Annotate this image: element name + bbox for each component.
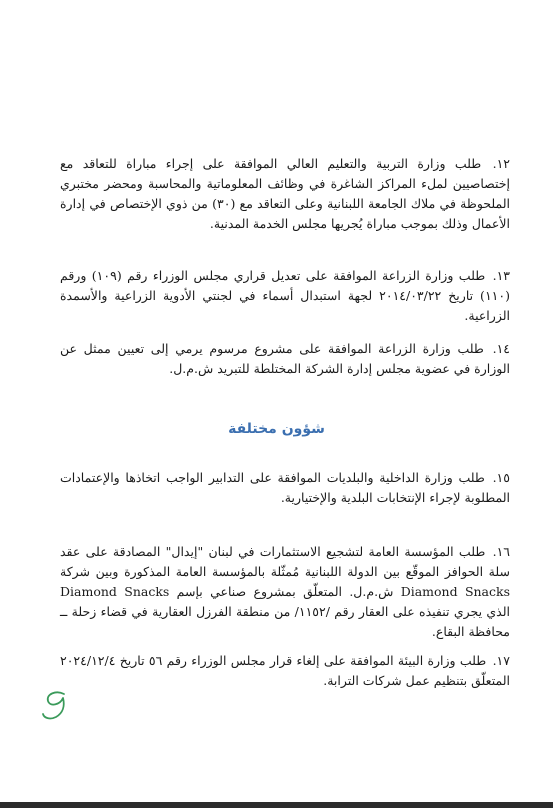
item-text: طلب وزارة الزراعة الموافقة على مشروع مرسوم يرمي إلى تعيين ممثل عن الوزارة في عضوية مجلس إدارة الشركة المختلطة للتبريد ش.م.ل. [60, 341, 510, 376]
agenda-item-16 [60, 542, 510, 642]
page-bottom-edge [0, 802, 553, 808]
item-number: ١٣. [492, 268, 511, 283]
agenda-item-13 [60, 266, 510, 326]
agenda-item-14 [60, 339, 510, 379]
item-number: ١٧. [492, 653, 510, 668]
section-heading: شؤون مختلفة [228, 421, 325, 437]
item-text: طلب وزارة الزراعة الموافقة على تعديل قراري مجلس الوزراء رقم (١٠٩) ورقم (١١٠) تاريخ ٢٠١٤/٠٣/٢٢ لجهة استبدال أسماء في لجنتي الأدوية الزراعية والأسمدة الزراعية. [60, 268, 510, 323]
agenda-item-17 [60, 651, 510, 691]
item-number: ١٤. [492, 341, 510, 356]
item-text: طلب وزارة التربية والتعليم العالي الموافقة على إجراء مباراة للتعاقد مع إختصاصيين لملء المراكز الشاغرة في وظائف المعلوماتية والمحاسبة ومحضر مختبري الملحوظة في ملاك الجامعة اللبنانية وعلى التعاقد مع (٣٠) من ذوي الإختصاص في إدارة الأعمال وذلك بموجب مباراة يُجريها مجلس الخدمة المدنية. [60, 156, 510, 231]
item-text: طلب وزارة الداخلية والبلديات الموافقة على التدابير الواجب اتخاذها والإعتمادات المطلوبة لإجراء الإنتخابات البلدية والإختيارية. [60, 470, 510, 505]
item-number: ١٦. [492, 544, 510, 559]
item-text: طلب وزارة البيئة الموافقة على إلغاء قرار مجلس الوزراء رقم ٥٦ تاريخ ٢٠٢٤/١٢/٤ المتعلّق بتنظيم عمل شركات الترابة. [60, 653, 510, 688]
handwritten-initials [34, 688, 74, 722]
item-text: طلب المؤسسة العامة لتشجيع الاستثمارات في لبنان "إيدال" المصادقة على عقد سلة الحوافز الموقّع بين الدولة اللبنانية مُمثّلة بالمؤسسة العامة المذكورة وبين شركة Diamond Snacks ش.م.ل. المتعلّق بمشروع صناعي بإسم Diamond Snacks الذي يجري تنفيذه على العقار رقم /١١٥٢/ من منطقة الفرزل العقارية في قضاء زحلة ــ محافظة البقاع. [60, 544, 510, 639]
item-number: ١٢. [492, 156, 510, 171]
agenda-item-12 [60, 154, 510, 234]
item-number: ١٥. [492, 470, 510, 485]
agenda-item-15 [60, 468, 510, 508]
